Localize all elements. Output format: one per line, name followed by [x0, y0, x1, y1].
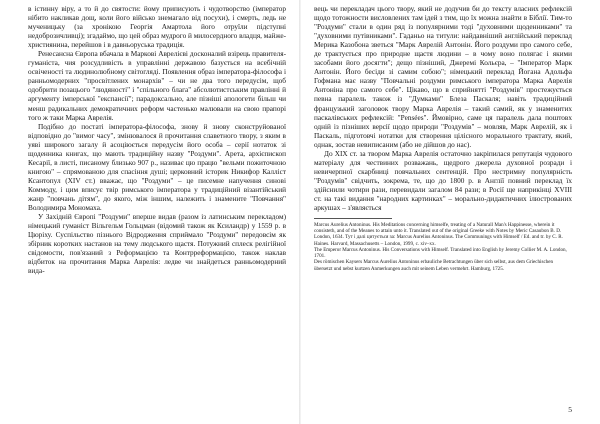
footnotes	[314, 222, 572, 272]
footnote: The Emperor Marcus Antoninus. His Conversations with Himself. Translated into English by Jeremy Collier M. A. London, 1701.	[314, 246, 567, 260]
paragraph: До XIX ст. за твором Марка Аврелія остаточно закріпилася репутація чудового матеріалу для чествиних розважань, щедрого джерела духовної розради і невичерпної скарбниці повчальних сентенцій. Про нестримну популярність "Роздумів" свідчить, зокрема, те, що до 1800 р. в Англії повний переклад їх здійснили чотири рази, перевидали загалом 84 рази; в Росії ще наприкінці XVIII ст. на такі видання "народних картинках" – морально-дидактичних ілюстрованих аркушах – з'являється	[314, 148, 572, 213]
footnote-divider	[314, 218, 392, 219]
page-number: 5	[568, 405, 572, 414]
paragraph: Подібно до постаті імператора-філософа, знову й знову сконструйованої відповідно до "вимог часу", змінювалося й прочитання славетного твору, з яким в уяві широкого загалу й асоціюється передусім його особа – серії нотаток зі щоденника книгах, що мають традиційну назву "Роздуми". Арета, архієпископ Кесарії, в листі, писаному близько 907 р., називає цю працю "вельми пожиточною книгою" – спрямованою для спасіння душі; церковний історик Никифор Калліст Ксантопул (XIV ст.) вважає, що "Роздуми" – це писемне напучення синові Коммоду, і цим вписує твір римського імператора у традиційний візантійський жанр "повчань дітям", до якого, між іншим, належить і знамените "Повчання" Володимира Мономаха.	[28, 121, 286, 213]
footnote: Marcus Aurelius Antoninus. His Meditations concerning himselfe, treating of a Naturall Man's Happinesse, wherein it consisteth, and of the Meanes to attain unto it. Translated out of the original Greeke with Notes by Meric Casaubon B. D. London, 1634. Тут і далі цитується за: Marcus Aurelius Antoninus. The Communings with Himself / Ed. and tr. by C. R. Haines. Harvard, Massachusetts – London, 1999, с. xiv–xx.	[314, 222, 563, 247]
paragraph: вець чи перекладач цього твору, який не додучив би до тексту власних рефлексій щодо тотожности висловлених там ідей з тим, що їх можна знайти в Біблії. Тим-то "Роздуми" стали в один ряд із популярними тоді "духовними щоденниками" та "духовними путівниками". Гаданьо на титули: найдавніший англійський переклад Мерика Казобона зветься "Марк Аврелій Антонін. Його роздуми про самого себе, де трактується про природне щастя людини – в чому воно полягає і якими засобами його досягти"; дещо пізніший, Джеремі Кольєра, – "Імператор Марк Антонін. Його бесіди зі самим собою"; німецький переклад Йогана Адольфа Гофмана має назву "Повчальні роздуми римського імператора Марка Аврелія Антоніна про самого себе". Цікаво, що в сприйнятті "Роздумів" простежується певна паралель також із "Думками" Блеза Паскаля; навіть традиційний французький заголовок твору Марка Аврелія – такий самий, як у знаменитих паскалівських рефлексій: "Pensées". Ймовірно, саме ця паралель дала поштовх одній із пізніших версії щодо природи "Роздумів" – мовляв, Марк Аврелій, як і Паскаль, підготовчі нотатки для створення цілісного морального трактату, який, однак, зостав невиписаним (або не дійшов до нас).	[314, 4, 572, 149]
right-page	[300, 0, 600, 424]
paragraph: Ренесансна Європа вбачала в Маркові Аврелієві досконалий взірець правителя-гуманіста, чия розсудливість в управлінні державою базується на всебічній освіченості та людинолюбному світогляді. Появлення образ імператора-філософа і ранньомодерних "просвітлених монархів" – чи не два того передусім, щоб одобрити позацього "людяності" і "спільного блага" абсолютистським правлінні й аргументу імперської "експансії"; парадоксально, але пізніші апологети більш чи менш радикальних демократичних реформ частенько малювали на свою прапорі того ж таки Марка Аврелія.	[28, 49, 286, 122]
paragraph: в істинну віру, а то й до святости: йому приписують і чудотворство (імператор нібито накликав дощ, коли його військо знемагало від посухи), і смерть, ледь не мученицьку (за хронікою Георгія Амартола його отруїли підступні недоброзичливці); згадаймо, що цей образ мудрого й милосердного владця, майже-християнина, перейшов і в давньоруська традиція.	[28, 4, 286, 50]
footnote: Des römischen Kaysers Marcus Aurelius Antoninus erbauliche Betrachtungen über sich selbst, aus dem Griechischen übersetzt und nebst kurtzen Anmerkungen auch mit seinem Leben vermehrt. Hamburg, 1725.	[314, 259, 554, 272]
paragraph: У Західній Європі "Роздуми" вперше видав (разом із латинським перекладом) німецький гуманіст Вільгельм Гольцман (відомий також як Ксиландр) у 1559 р. в Цюріху. Суспільство пізнього Відродження сприймало "Роздуми" передовсім як збірник коротких настанов на тему людського щастя. Потужний сплеск релігійної свідомости, пов'язаний з Реформацією та Контрреформацією, також наклав відбиток на прочитання Марка Аврелія: ледве чи знайдеться ранньомодерний вида-	[28, 212, 286, 276]
